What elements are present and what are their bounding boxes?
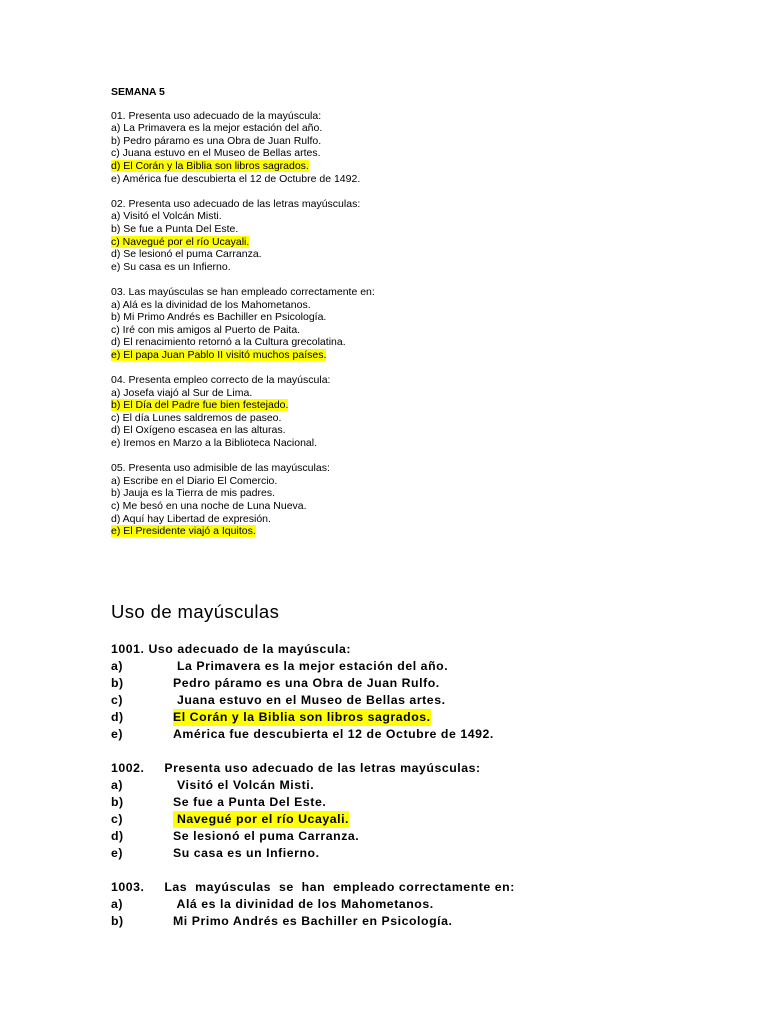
option-e — [111, 726, 731, 743]
option-b-correct — [111, 399, 375, 412]
option-c-correct — [111, 811, 731, 828]
stem-text: 1003. Las mayúsculas se han empleado correctamente en: — [111, 880, 515, 894]
option-b — [111, 223, 375, 236]
question-03 — [111, 286, 375, 362]
option-text: b) Mi Primo Andrés es Bachiller en Psicología. — [111, 311, 327, 324]
question-stem — [111, 760, 731, 777]
option-text: d) El Oxígeno escasea en las alturas. — [111, 424, 286, 437]
option-text: a) Alá es la divinidad de los Mahometanos. — [111, 298, 311, 311]
option-text: b) Pedro páramo es una Obra de Juan Rulfo. — [111, 134, 322, 147]
option-label: b) — [111, 914, 124, 928]
option-text: d) El renacimiento retornó a la Cultura grecolatina. — [111, 336, 346, 349]
option-text: b) Jauja es la Tierra de mis padres. — [111, 487, 275, 500]
option-label: b) — [111, 676, 124, 690]
question-stem — [111, 879, 731, 896]
option-b — [111, 794, 731, 811]
option-text: Alá es la divinidad de los Mahometanos. — [173, 897, 434, 911]
stem-text: 1002. Presenta uso adecuado de las letras mayúsculas: — [111, 761, 481, 775]
option-text: a) Escribe en el Diario El Comercio. — [111, 474, 278, 487]
option-e-correct — [111, 349, 375, 362]
stem-text: 1001. Uso adecuado de la mayúscula: — [111, 642, 352, 656]
option-text: e) América fue descubierta el 12 de Octubre de 1492. — [111, 172, 361, 185]
option-text: a) Visitó el Volcán Misti. — [111, 210, 222, 223]
highlighted-answer: d) El Corán y la Biblia son libros sagrados. — [111, 159, 309, 172]
highlighted-answer: c) Navegué por el río Ucayali. — [111, 235, 250, 248]
option-text: Visitó el Volcán Misti. — [173, 778, 315, 792]
worksheet-section — [111, 86, 375, 550]
question-1003 — [111, 879, 731, 930]
option-c-correct — [111, 236, 375, 249]
highlighted-answer: b) El Día del Padre fue bien festejado. — [111, 399, 289, 412]
worksheet-title: SEMANA 5 — [111, 86, 165, 98]
option-e — [111, 437, 375, 450]
option-d — [111, 248, 375, 261]
option-text: Mi Primo Andrés es Bachiller en Psicología. — [173, 914, 453, 928]
question-1002 — [111, 760, 731, 862]
option-text: c) Me besó en una noche de Luna Nueva. — [111, 500, 307, 512]
question-stem — [111, 641, 731, 658]
option-d-correct — [111, 160, 375, 173]
option-d-correct — [111, 709, 731, 726]
option-b — [111, 913, 731, 930]
option-c — [111, 147, 375, 160]
option-a — [111, 896, 731, 913]
option-text: b) Se fue a Punta Del Este. — [111, 222, 239, 235]
option-label: c) — [111, 693, 124, 707]
option-a — [111, 299, 375, 312]
option-text: e) Iremos en Marzo a la Biblioteca Nacional. — [111, 437, 318, 450]
option-a — [111, 122, 375, 135]
option-b — [111, 135, 375, 148]
option-e — [111, 173, 375, 186]
option-b — [111, 487, 375, 500]
option-text: c) Juana estuvo en el Museo de Bellas artes. — [111, 147, 321, 160]
option-text: d) Se lesionó el puma Carranza. — [111, 248, 262, 261]
question-stem: 05. Presenta uso admisible de las mayúsculas: — [111, 462, 330, 475]
option-label: e) — [111, 846, 124, 860]
highlighted-answer: e) El papa Juan Pablo II visitó muchos países. — [111, 348, 327, 361]
option-a — [111, 777, 731, 794]
option-e — [111, 261, 375, 274]
question-1001 — [111, 641, 731, 743]
option-c — [111, 324, 375, 337]
option-c — [111, 500, 375, 513]
option-a — [111, 210, 375, 223]
option-text: c) El día Lunes saldremos de paseo. — [111, 411, 282, 424]
highlighted-answer: El Corán y la Biblia son libros sagrados. — [173, 710, 431, 724]
option-b — [111, 675, 731, 692]
question-01 — [111, 110, 375, 186]
option-label: d) — [111, 829, 124, 843]
question-04 — [111, 374, 375, 450]
question-stem: 03. Las mayúsculas se han empleado correctamente en: — [111, 285, 375, 298]
option-c — [111, 692, 731, 709]
option-d — [111, 336, 375, 349]
question-stem: 04. Presenta empleo correcto de la mayúscula: — [111, 374, 331, 387]
option-label: d) — [111, 710, 124, 724]
option-label: c) — [111, 812, 124, 826]
question-stem: 01. Presenta uso adecuado de la mayúscula: — [111, 109, 322, 122]
option-label: a) — [111, 897, 124, 911]
option-text: a) La Primavera es la mejor estación del año. — [111, 122, 323, 135]
question-stem: 02. Presenta uso adecuado de las letras mayúsculas: — [111, 197, 361, 210]
highlighted-answer: Navegué por el río Ucayali. — [173, 812, 350, 826]
option-label: e) — [111, 727, 124, 741]
option-text: Su casa es un Infierno. — [173, 846, 320, 860]
option-d — [111, 424, 375, 437]
option-a — [111, 658, 731, 675]
option-d — [111, 513, 375, 526]
option-text: e) Su casa es un Infierno. — [111, 260, 231, 273]
option-text: d) Aquí hay Libertad de expresión. — [111, 512, 271, 525]
option-e — [111, 845, 731, 862]
option-a — [111, 387, 375, 400]
section-heading: Uso de mayúsculas — [111, 601, 280, 622]
option-label: a) — [111, 659, 124, 673]
option-text: La Primavera es la mejor estación del año. — [173, 659, 449, 673]
uso-mayusculas-section — [111, 600, 731, 947]
option-text: América fue descubierta el 12 de Octubre de 1492. — [173, 727, 494, 741]
option-text: Se lesionó el puma Carranza. — [173, 829, 360, 843]
option-text: a) Josefa viajó al Sur de Lima. — [111, 386, 253, 399]
option-e-correct — [111, 525, 375, 538]
option-text: c) Iré con mis amigos al Puerto de Paita. — [111, 323, 301, 336]
option-text: Pedro páramo es una Obra de Juan Rulfo. — [173, 676, 440, 690]
option-label: b) — [111, 795, 124, 809]
option-a — [111, 475, 375, 488]
question-02 — [111, 198, 375, 274]
highlighted-answer: e) El Presidente viajó a Iquitos. — [111, 525, 256, 538]
option-b — [111, 311, 375, 324]
option-d — [111, 828, 731, 845]
option-c — [111, 412, 375, 425]
option-text: Se fue a Punta Del Este. — [173, 795, 327, 809]
option-text: Juana estuvo en el Museo de Bellas artes. — [173, 693, 446, 707]
option-label: a) — [111, 778, 124, 792]
question-05 — [111, 462, 375, 538]
